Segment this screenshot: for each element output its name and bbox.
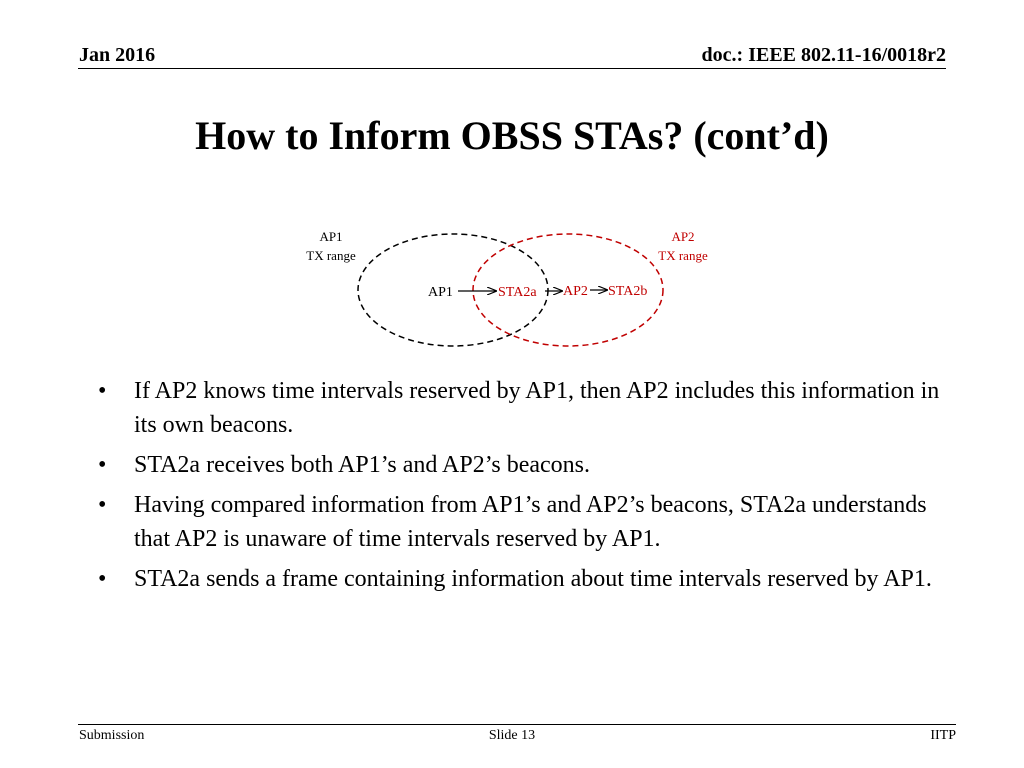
header-divider [78,68,946,69]
bullet-text: STA2a sends a frame containing information about time intervals reserved by AP1. [134,566,932,592]
footer-submission: Submission [79,728,145,743]
list-item [98,562,958,596]
bullet-marker: • [98,378,107,404]
list-item [98,448,958,482]
node-sta2a: STA2a [498,285,537,300]
footer-divider [78,724,956,725]
bullet-marker: • [98,452,107,478]
footer-slide-number: Slide 13 [488,728,536,743]
bullet-text: STA2a receives both AP1’s and AP2’s beacons. [134,452,591,478]
ap1-range-label-line2: TX range [306,248,356,263]
bullet-marker: • [98,566,107,592]
bullet-text: If AP2 knows time intervals reserved by AP1, then AP2 includes this information in its own beacons. [134,378,940,438]
list-item [98,374,958,442]
node-ap2: AP2 [563,284,588,299]
node-ap1: AP1 [428,285,453,300]
footer-organization: IITP [930,728,956,743]
obss-diagram [0,220,1024,355]
ap2-range-label-line1: AP2 [671,229,695,244]
ap1-range-label-line1: AP1 [319,229,343,244]
node-sta2b: STA2b [608,284,648,299]
bullet-list [98,374,958,602]
bullet-marker: • [98,492,107,518]
list-item [98,488,958,556]
bullet-text: Having compared information from AP1’s and AP2’s beacons, STA2a understands that AP2 is unaware of time intervals reserved by AP1. [134,492,927,552]
header-date: Jan 2016 [79,44,156,66]
ap2-range-label-line2: TX range [658,248,708,263]
slide-title: How to Inform OBSS STAs? (cont’d) [195,113,829,158]
header-doc-number: doc.: IEEE 802.11-16/0018r2 [701,44,946,66]
